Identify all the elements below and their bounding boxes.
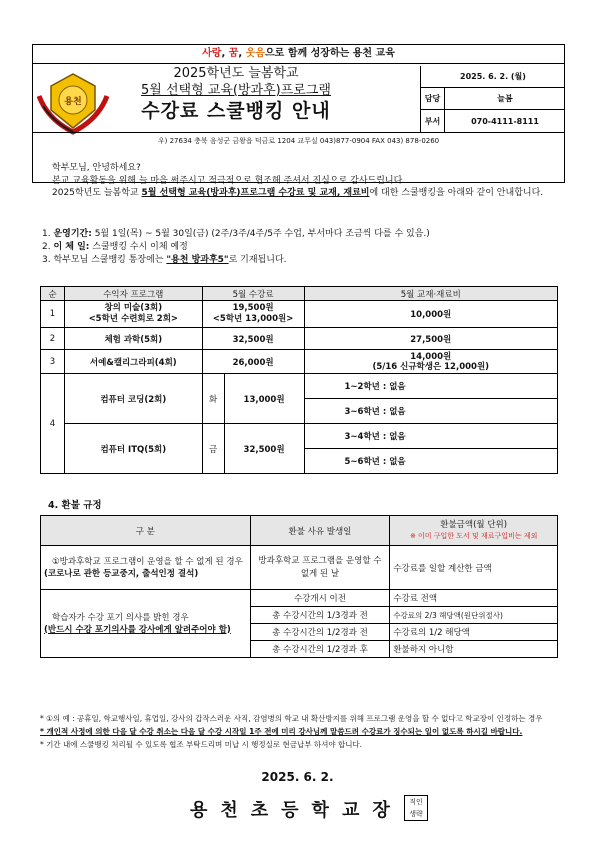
- motto-word-smile: 웃음: [245, 48, 266, 59]
- contact-phone: 070-4111-8111: [471, 116, 539, 126]
- header-line1: 2025학년도 늘봄학교: [173, 66, 299, 81]
- notes-section: [40, 712, 560, 751]
- table-row: 5~6학년 : 없음: [41, 449, 558, 474]
- table-header-row: 순 수익자 프로그램 5월 수강료 5월 교재·재료비: [41, 287, 558, 301]
- table-row: 3 서예&캘리그라피(4회) 26,000원 14,000원 (5/16 신규학생은 12,000원): [41, 350, 558, 374]
- school-address: 우) 27634 충북 음성군 금왕읍 덕금로 1204 교무실 043)877-0904 FAX 043) 878-0260: [32, 132, 565, 149]
- notice-date: 2025. 6. 2. (월): [460, 72, 526, 81]
- note-3: * 기간 내에 스쿨뱅킹 처리될 수 있도록 협조 부탁드리며 미납 시 행정실로 현금납부 하셔야 합니다.: [40, 740, 363, 749]
- table-row: 4 컴퓨터 코딩(2회) 화 13,000원 1~2학년 : 없음: [41, 374, 558, 399]
- motto-word-love: 사랑: [202, 48, 222, 59]
- table-row: 컴퓨터 ITQ(5회) 금 32,500원 3~4학년 : 없음: [41, 424, 558, 449]
- table-row: 총 수강시간의 1/3경과 전 수강료의 2/3 해당액(원단위절사): [41, 607, 558, 624]
- header-titles: [110, 66, 362, 123]
- footer-date: 2025. 6. 2.: [261, 770, 334, 784]
- item-period: 1. 운영기간: 5월 1일(목) ~ 5월 30일(금) (2주/3주/4주/5주 수업, 부서마다 조금씩 다를 수 있음.): [42, 229, 430, 239]
- table-row: 학습자가 수강 포기 의사를 밝힌 경우 (반드시 수강 포기의사를 강사에게 알려주어야 함) 수강개시 이전 수강료 전액: [41, 590, 558, 607]
- school-motto: 사랑, 꿈, 웃음으로 함께 성장하는 용천 교육: [32, 44, 565, 64]
- motto-word-dream: 꿈: [228, 48, 239, 59]
- department-name: 늘봄: [497, 94, 513, 103]
- note-1: * ①의 예 : 공휴일, 학교행사일, 휴업일, 강사의 갑작스러운 사직, 감염병의 학교 내 확산방지를 위해 프로그램 운영을 할 수 없다고 학교장이 인정하는 경우: [40, 714, 543, 723]
- table-row: 총 수강시간의 1/2경과 전 수강료의 1/2 해당액: [41, 624, 558, 641]
- seal-omitted-box: 직인 생략: [404, 795, 428, 821]
- info-box: 2025. 6. 2. (월) 담당 늘봄 부서 070-4111-8111: [420, 66, 565, 132]
- logo-text: 용천: [64, 97, 82, 107]
- page-title: 수강료 스쿨뱅킹 안내: [141, 100, 331, 122]
- fee-table: [40, 286, 558, 474]
- refund-title: 4. 환불 규정: [48, 500, 102, 511]
- table-row: 2 체험 과학(5회) 32,500원 27,500원: [41, 328, 558, 350]
- note-2: * 개인적 사정에 의한 다음 달 수강 취소는 다음 달 수강 시작일 1주 전에 미리 강사님께 말씀드려 수강료가 징수되는 일이 없도록 하시길 바랍니다.: [40, 727, 523, 736]
- school-name: 용천초등학교장: [190, 800, 403, 821]
- table-row: 3~6학년 : 없음: [41, 399, 558, 424]
- table-row: 1 창의 미술(3회) <5학년 수련회로 2회> 19,500원 <5학년 13,000원> 10,000원: [41, 301, 558, 328]
- table-header-row: 구 분 환불 사유 발생일 환불금액(월 단위) ※ 이미 구입한 도서 및 재료구입비는 제외: [41, 516, 558, 546]
- table-row: ①방과후학교 프로그램이 운영을 할 수 없게 된 경우 (코로나로 관한 등교중지, 출석인정 결석) 방과후학교 프로그램을 운영할 수 없게 된 날 수강료를 일할 계산한 금액: [41, 546, 558, 590]
- table-row: 총 수강시간의 1/2경과 후 환불하지 아니함: [41, 641, 558, 658]
- header-line2: 5월 선택형 교육(방과후)프로그램: [141, 83, 331, 98]
- item-transfer-day: 2. 이 체 일: 스쿨뱅킹 수시 이체 예정: [42, 242, 188, 252]
- item-bank-memo: 3. 학부모님 스쿨뱅킹 통장에는 "용천 방과후5"로 기재됩니다.: [42, 255, 287, 265]
- school-logo-icon: [37, 66, 109, 138]
- refund-table: [40, 515, 558, 658]
- notice-items: [42, 228, 557, 267]
- greeting-section: 학부모님, 안녕하세요? 본교 교육활동을 위해 늘 마음 써주시고 적극적으로 협조해 주셔서 진심으로 감사드립니다. 2025학년도 늘봄학교 5월 선택형 교육(방과후)프로그램 수강료 및 교재, 재료비에 대한 스쿨뱅킹을 아래와 같이 안내합니다.: [52, 163, 544, 198]
